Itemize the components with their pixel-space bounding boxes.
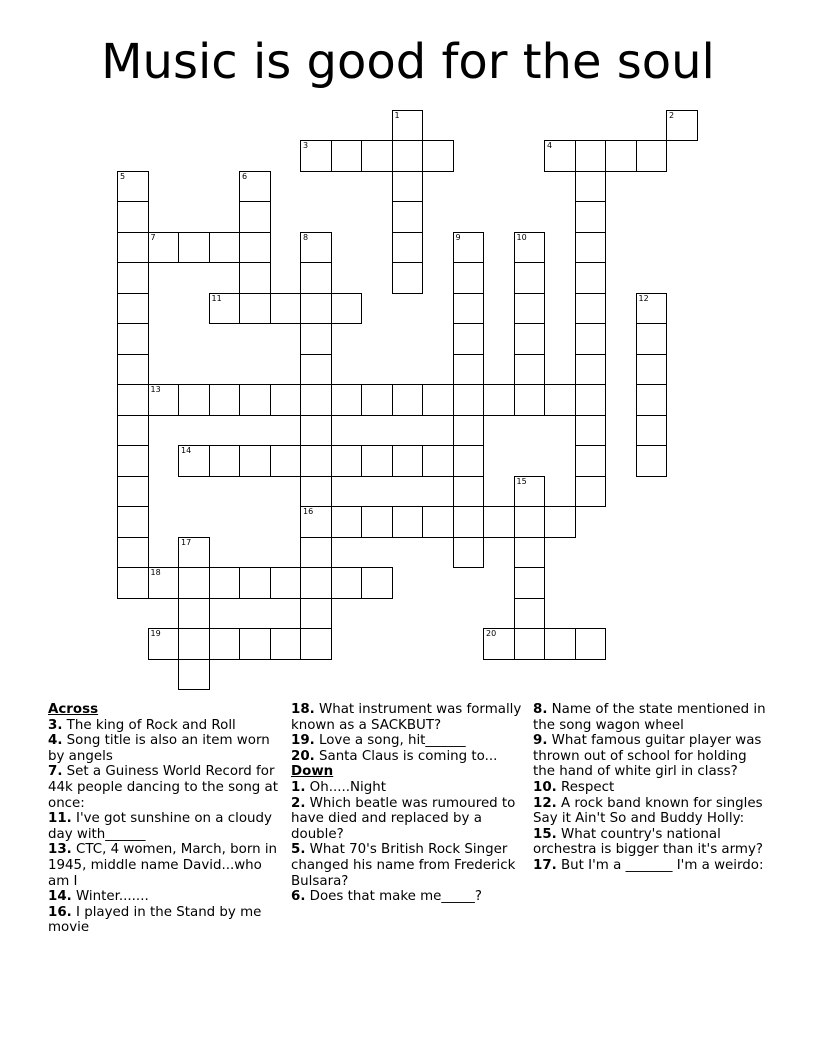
grid-cell[interactable] (270, 445, 302, 477)
grid-cell[interactable] (514, 628, 546, 660)
grid-cell[interactable] (117, 232, 149, 264)
grid-cell[interactable] (453, 384, 485, 416)
clue-label: 15. (533, 826, 557, 842)
grid-cell[interactable] (209, 567, 241, 599)
clue-label: 18. (291, 702, 315, 717)
clue-number: 3 (303, 141, 309, 150)
down-heading: Down (291, 764, 334, 780)
grid-cell[interactable] (300, 476, 332, 508)
clue (291, 749, 523, 765)
clue-number: 7 (150, 232, 156, 242)
grid-cell[interactable] (117, 445, 149, 477)
grid-cell[interactable] (331, 384, 363, 416)
grid-cell[interactable] (605, 140, 637, 172)
clue-text: But I'm a _______ I'm a weirdo: (556, 857, 764, 873)
clue-number: 17 (181, 537, 192, 547)
grid-cell[interactable] (300, 415, 332, 447)
grid-cell[interactable] (148, 567, 180, 599)
clue-text: CTC, 4 women, March, born in 1945, middle name David...who am I (48, 842, 278, 889)
clue-label: 9. (533, 733, 548, 749)
grid-cell[interactable] (361, 384, 393, 416)
clue (533, 827, 769, 858)
clue-number: 15 (516, 476, 527, 486)
grid-cell[interactable] (636, 445, 668, 477)
grid-cell[interactable] (392, 140, 424, 172)
grid-cell[interactable] (117, 171, 149, 203)
grid-cell[interactable] (239, 567, 271, 599)
clues-column-3 (533, 702, 769, 874)
clue-text: What instrument was formally known as a SACKBUT? (291, 702, 522, 733)
clue-label: 1. (291, 779, 306, 795)
grid-cell[interactable] (453, 537, 485, 569)
grid-cell[interactable] (239, 445, 271, 477)
clue-label: 11. (48, 811, 72, 827)
clue-text: Song title is also an item worn by angels (48, 733, 270, 764)
grid-cell[interactable] (117, 323, 149, 355)
clue-label: 6. (291, 889, 306, 905)
grid-cell[interactable] (300, 354, 332, 386)
grid-cell[interactable] (209, 445, 241, 477)
grid-cell[interactable] (178, 659, 210, 691)
clue-label: 16. (48, 904, 72, 920)
across-heading: Across (48, 702, 99, 717)
grid-cell[interactable] (453, 323, 485, 355)
clue-text: Which beatle was rumoured to have died and replaced by a double? (291, 795, 516, 842)
grid-cell[interactable] (575, 415, 607, 447)
clue-number: 8 (303, 232, 309, 242)
grid-cell[interactable] (514, 537, 546, 569)
grid-cell[interactable] (117, 262, 149, 294)
clue-number: 12 (638, 293, 649, 303)
clue-number: 2 (669, 110, 675, 120)
grid-cell[interactable] (239, 384, 271, 416)
grid-cell[interactable] (636, 293, 668, 325)
grid-cell[interactable] (514, 232, 546, 264)
clue-label: 7. (48, 764, 63, 780)
grid-cell[interactable] (483, 628, 515, 660)
clue (291, 733, 523, 749)
grid-cell[interactable] (544, 384, 576, 416)
clue (291, 796, 523, 843)
clue (291, 702, 523, 733)
grid-cell[interactable] (453, 415, 485, 447)
grid-cell[interactable] (178, 598, 210, 630)
grid-cell[interactable] (300, 323, 332, 355)
grid-cell[interactable] (392, 201, 424, 233)
grid-cell[interactable] (178, 232, 210, 264)
clue (291, 780, 523, 796)
grid-cell[interactable] (392, 262, 424, 294)
clue-text: Santa Claus is coming to... (314, 748, 498, 764)
clue-number: 5 (120, 171, 126, 181)
grid-cell[interactable] (636, 323, 668, 355)
grid-cell[interactable] (575, 171, 607, 203)
clue-text: I played in the Stand by me movie (48, 904, 262, 936)
down-clue-list-continued (533, 702, 769, 874)
clue-number: 11 (211, 293, 222, 303)
clue-number: 14 (181, 446, 192, 455)
clue-text: Respect (556, 779, 615, 795)
grid-cell[interactable] (300, 232, 332, 264)
grid-cell[interactable] (544, 140, 576, 172)
grid-cell[interactable] (300, 262, 332, 294)
clues-column-2 (291, 702, 523, 905)
clue (533, 702, 769, 733)
clue-text: A rock band known for singles Say it Ain't So and Buddy Holly: (533, 795, 763, 827)
grid-cell[interactable] (117, 567, 149, 599)
grid-cell[interactable] (422, 384, 454, 416)
grid-cell[interactable] (117, 415, 149, 447)
grid-cell[interactable] (361, 506, 393, 538)
clue-number: 18 (150, 568, 161, 577)
grid-cell[interactable] (575, 293, 607, 325)
clue (48, 733, 280, 764)
puzzle-title: Music is good for the soul (101, 34, 715, 90)
grid-cell[interactable] (300, 293, 332, 325)
clue-number: 20 (486, 629, 497, 638)
grid-cell[interactable] (331, 293, 363, 325)
clue (533, 780, 769, 796)
grid-cell[interactable] (270, 628, 302, 660)
clue (48, 764, 280, 811)
grid-cell[interactable] (270, 293, 302, 325)
grid-cell[interactable] (514, 384, 546, 416)
grid-cell[interactable] (239, 293, 271, 325)
across-clue-list-continued (291, 702, 523, 764)
grid-cell[interactable] (392, 445, 424, 477)
grid-cell[interactable] (392, 171, 424, 203)
clue-text: What country's national orchestra is bigger than it's army? (533, 826, 763, 858)
clue (533, 796, 769, 827)
grid-cell[interactable] (575, 262, 607, 294)
grid-cell[interactable] (361, 140, 393, 172)
grid-cell[interactable] (575, 445, 607, 477)
clue-label: 20. (291, 748, 315, 764)
grid-cell[interactable] (575, 628, 607, 660)
clue-text: Winter....... (71, 889, 149, 905)
grid-cell[interactable] (636, 384, 668, 416)
clue-number: 13 (150, 385, 161, 394)
clue-label: 12. (533, 795, 557, 811)
clue (533, 733, 769, 780)
grid-cell[interactable] (575, 354, 607, 386)
grid-cell[interactable] (239, 171, 271, 203)
grid-cell[interactable] (148, 384, 180, 416)
grid-cell[interactable] (300, 506, 332, 538)
clue-label: 5. (291, 842, 306, 858)
grid-cell[interactable] (331, 567, 363, 599)
grid-cell[interactable] (117, 293, 149, 325)
grid-cell[interactable] (483, 506, 515, 538)
grid-cell[interactable] (392, 232, 424, 264)
grid-cell[interactable] (514, 354, 546, 386)
grid-cell[interactable] (392, 384, 424, 416)
grid-cell[interactable] (270, 567, 302, 599)
clue-label: 8. (533, 702, 548, 717)
down-clue-list (291, 780, 523, 905)
clue-label: 4. (48, 733, 63, 749)
grid-cell[interactable] (575, 384, 607, 416)
grid-cell[interactable] (575, 476, 607, 508)
grid-cell[interactable] (544, 628, 576, 660)
grid-cell[interactable] (178, 445, 210, 477)
grid-cell[interactable] (209, 293, 241, 325)
clue-text: Set a Guiness World Record for 44k people dancing to the song at once: (48, 764, 279, 811)
clue (48, 718, 280, 734)
clue-number: 10 (516, 232, 527, 242)
clue (291, 889, 523, 905)
grid-cell[interactable] (361, 567, 393, 599)
grid-cell[interactable] (514, 323, 546, 355)
grid-cell[interactable] (514, 476, 546, 508)
grid-cell[interactable] (209, 384, 241, 416)
clue (48, 811, 280, 842)
grid-cell[interactable] (148, 232, 180, 264)
grid-cell[interactable] (575, 323, 607, 355)
grid-cell[interactable] (453, 445, 485, 477)
clue-number: 6 (242, 171, 248, 181)
grid-cell[interactable] (300, 537, 332, 569)
grid-cell[interactable] (178, 384, 210, 416)
grid-cell[interactable] (422, 140, 454, 172)
grid-cell[interactable] (636, 140, 668, 172)
grid-cell[interactable] (392, 110, 424, 142)
grid-cell[interactable] (239, 628, 271, 660)
grid-cell[interactable] (300, 140, 332, 172)
clue-label: 3. (48, 717, 63, 733)
clue-number: 9 (455, 232, 461, 242)
clue (48, 905, 280, 936)
clue-number: 16 (303, 507, 314, 516)
grid-cell[interactable] (636, 415, 668, 447)
clue-label: 10. (533, 779, 557, 795)
clue-number: 4 (547, 141, 553, 150)
grid-cell[interactable] (239, 232, 271, 264)
clue-label: 13. (48, 842, 72, 858)
grid-cell[interactable] (209, 232, 241, 264)
clue-text: I've got sunshine on a cloudy day with______ (48, 811, 272, 842)
clue-text: Oh.....Night (305, 779, 386, 795)
grid-cell[interactable] (483, 384, 515, 416)
grid-cell[interactable] (422, 506, 454, 538)
clue-text: The king of Rock and Roll (62, 717, 236, 733)
grid-cell[interactable] (453, 354, 485, 386)
grid-cell[interactable] (300, 445, 332, 477)
grid-cell[interactable] (331, 506, 363, 538)
grid-cell[interactable] (575, 201, 607, 233)
grid-cell[interactable] (514, 506, 546, 538)
grid-cell[interactable] (422, 445, 454, 477)
clue-label: 19. (291, 733, 315, 749)
grid-cell[interactable] (117, 354, 149, 386)
grid-cell[interactable] (514, 293, 546, 325)
grid-cell[interactable] (453, 262, 485, 294)
grid-cell[interactable] (453, 232, 485, 264)
grid-cell[interactable] (392, 506, 424, 538)
clue-number: 19 (150, 629, 161, 638)
clue-label: 14. (48, 889, 72, 905)
grid-cell[interactable] (300, 628, 332, 660)
grid-cell[interactable] (361, 445, 393, 477)
grid-cell[interactable] (300, 567, 332, 599)
clue-label: 17. (533, 857, 557, 873)
clue-text: Does that make me_____? (305, 889, 482, 905)
grid-cell[interactable] (148, 628, 180, 660)
grid-cell[interactable] (514, 567, 546, 599)
grid-cell[interactable] (544, 506, 576, 538)
grid-cell[interactable] (178, 628, 210, 660)
grid-cell[interactable] (117, 201, 149, 233)
grid-cell[interactable] (239, 201, 271, 233)
clue-number: 1 (394, 110, 400, 120)
grid-cell[interactable] (514, 262, 546, 294)
clue-text: Name of the state mentioned in the song wagon wheel (533, 702, 766, 733)
across-clue-list (48, 718, 280, 936)
grid-cell[interactable] (666, 110, 698, 142)
clue (533, 858, 769, 874)
grid-cell[interactable] (239, 262, 271, 294)
grid-cell[interactable] (209, 628, 241, 660)
grid-cell[interactable] (117, 384, 149, 416)
grid-cell[interactable] (117, 537, 149, 569)
grid-cell[interactable] (331, 445, 363, 477)
grid-cell[interactable] (300, 384, 332, 416)
clue-label: 2. (291, 795, 306, 811)
grid-cell[interactable] (453, 476, 485, 508)
grid-cell[interactable] (300, 598, 332, 630)
grid-cell[interactable] (636, 354, 668, 386)
clue-text: Love a song, hit______ (314, 733, 466, 749)
grid-cell[interactable] (575, 232, 607, 264)
grid-cell[interactable] (453, 506, 485, 538)
grid-cell[interactable] (270, 384, 302, 416)
grid-cell[interactable] (117, 506, 149, 538)
grid-cell[interactable] (117, 476, 149, 508)
grid-cell[interactable] (331, 140, 363, 172)
clue (291, 842, 523, 889)
clue (48, 889, 280, 905)
grid-cell[interactable] (514, 598, 546, 630)
grid-cell[interactable] (575, 140, 607, 172)
clues-column-1 (48, 702, 280, 936)
clue (48, 842, 280, 889)
clue-text: What 70's British Rock Singer changed his name from Frederick Bulsara? (291, 842, 516, 889)
clue-text: What famous guitar player was thrown out of school for holding the hand of white girl in class? (533, 733, 762, 780)
grid-cell[interactable] (178, 537, 210, 569)
grid-cell[interactable] (178, 567, 210, 599)
grid-cell[interactable] (453, 293, 485, 325)
